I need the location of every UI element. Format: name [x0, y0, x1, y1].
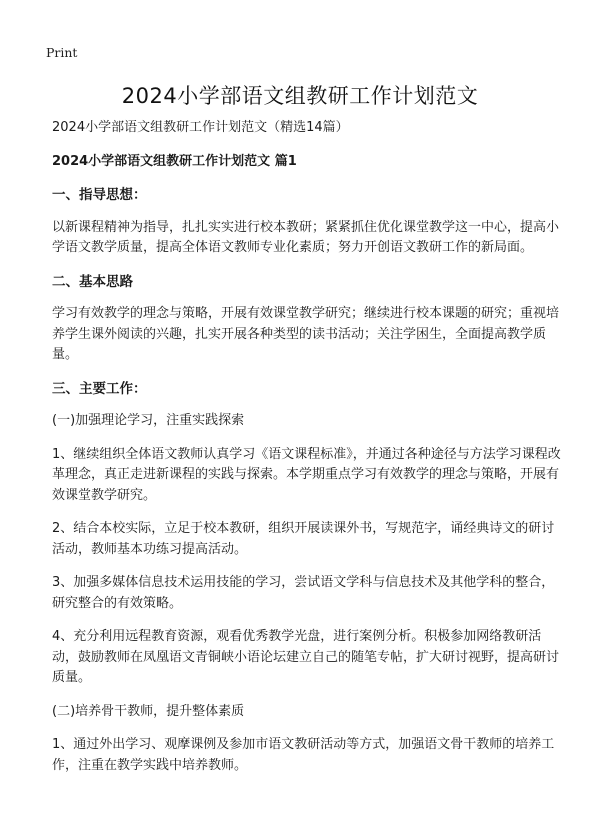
section-heading-main-work: 三、主要工作：	[52, 380, 147, 397]
section-heading-guiding-thought: 一、指导思想：	[52, 187, 147, 203]
paragraph-item-5: 1、通过外出学习、观摩课例及参加市语文教研活动等方式，加强语文骨干教师的培养工作，注重在教学实践中培养教师。	[52, 737, 555, 773]
document-body	[52, 118, 564, 789]
section-heading-basic-approach: 二、基本思路	[52, 273, 133, 290]
paragraph-item-4: 4、充分利用远程教育资源，观看优秀教学光盘，进行案例分析。积极参加网络教研活动，鼓励教师在凤凰语文青铜峡小语论坛建立自己的随笔专帖，扩大研讨视野，提高研讨质量。	[52, 629, 560, 685]
subsection-heading-theory-study: (一)加强理论学习，注重实践探索	[52, 413, 245, 428]
paragraph-guiding-thought: 以新课程精神为指导，扎扎实实进行校本教研；紧紧抓住优化课堂教学这一中心，提高小学语文教学质量，提高全体语文教师专业化素质；努力开创语文教研工作的新局面。	[52, 219, 560, 255]
print-link[interactable]: Print	[46, 45, 78, 60]
document-subtitle: 2024小学部语文组教研工作计划范文（精选14篇）	[52, 120, 349, 135]
subsection-heading-backbone-teachers: (二)培养骨干教师，提升整体素质	[52, 703, 245, 719]
document-title: 2024小学部语文组教研工作计划范文	[121, 84, 479, 108]
paragraph-item-3: 3、加强多媒体信息技术运用技能的学习，尝试语文学科与信息技术及其他学科的整合，研究整合的有效策略。	[52, 575, 555, 611]
paragraph-basic-approach: 学习有效教学的理念与策略，开展有效课堂教学研究；继续进行校本课题的研究；重视培养学生课外阅读的兴趣，扎实开展各种类型的读书活动；关注学困生，全面提高教学质量。	[52, 306, 560, 362]
article-heading: 2024小学部语文组教研工作计划范文 篇1	[52, 153, 297, 169]
paragraph-item-2: 2、结合本校实际，立足于校本教研，组织开展读课外书，写规范字，诵经典诗文的研讨活动，教师基本功练习提高活动。	[52, 521, 555, 557]
paragraph-item-1: 1、继续组织全体语文教师认真学习《语文课程标准》，并通过各种途径与方法学习课程改革理念，真正走进新课程的实践与探索。本学期重点学习有效教学的理念与策略，开展有效课堂教学研究。	[52, 446, 561, 503]
